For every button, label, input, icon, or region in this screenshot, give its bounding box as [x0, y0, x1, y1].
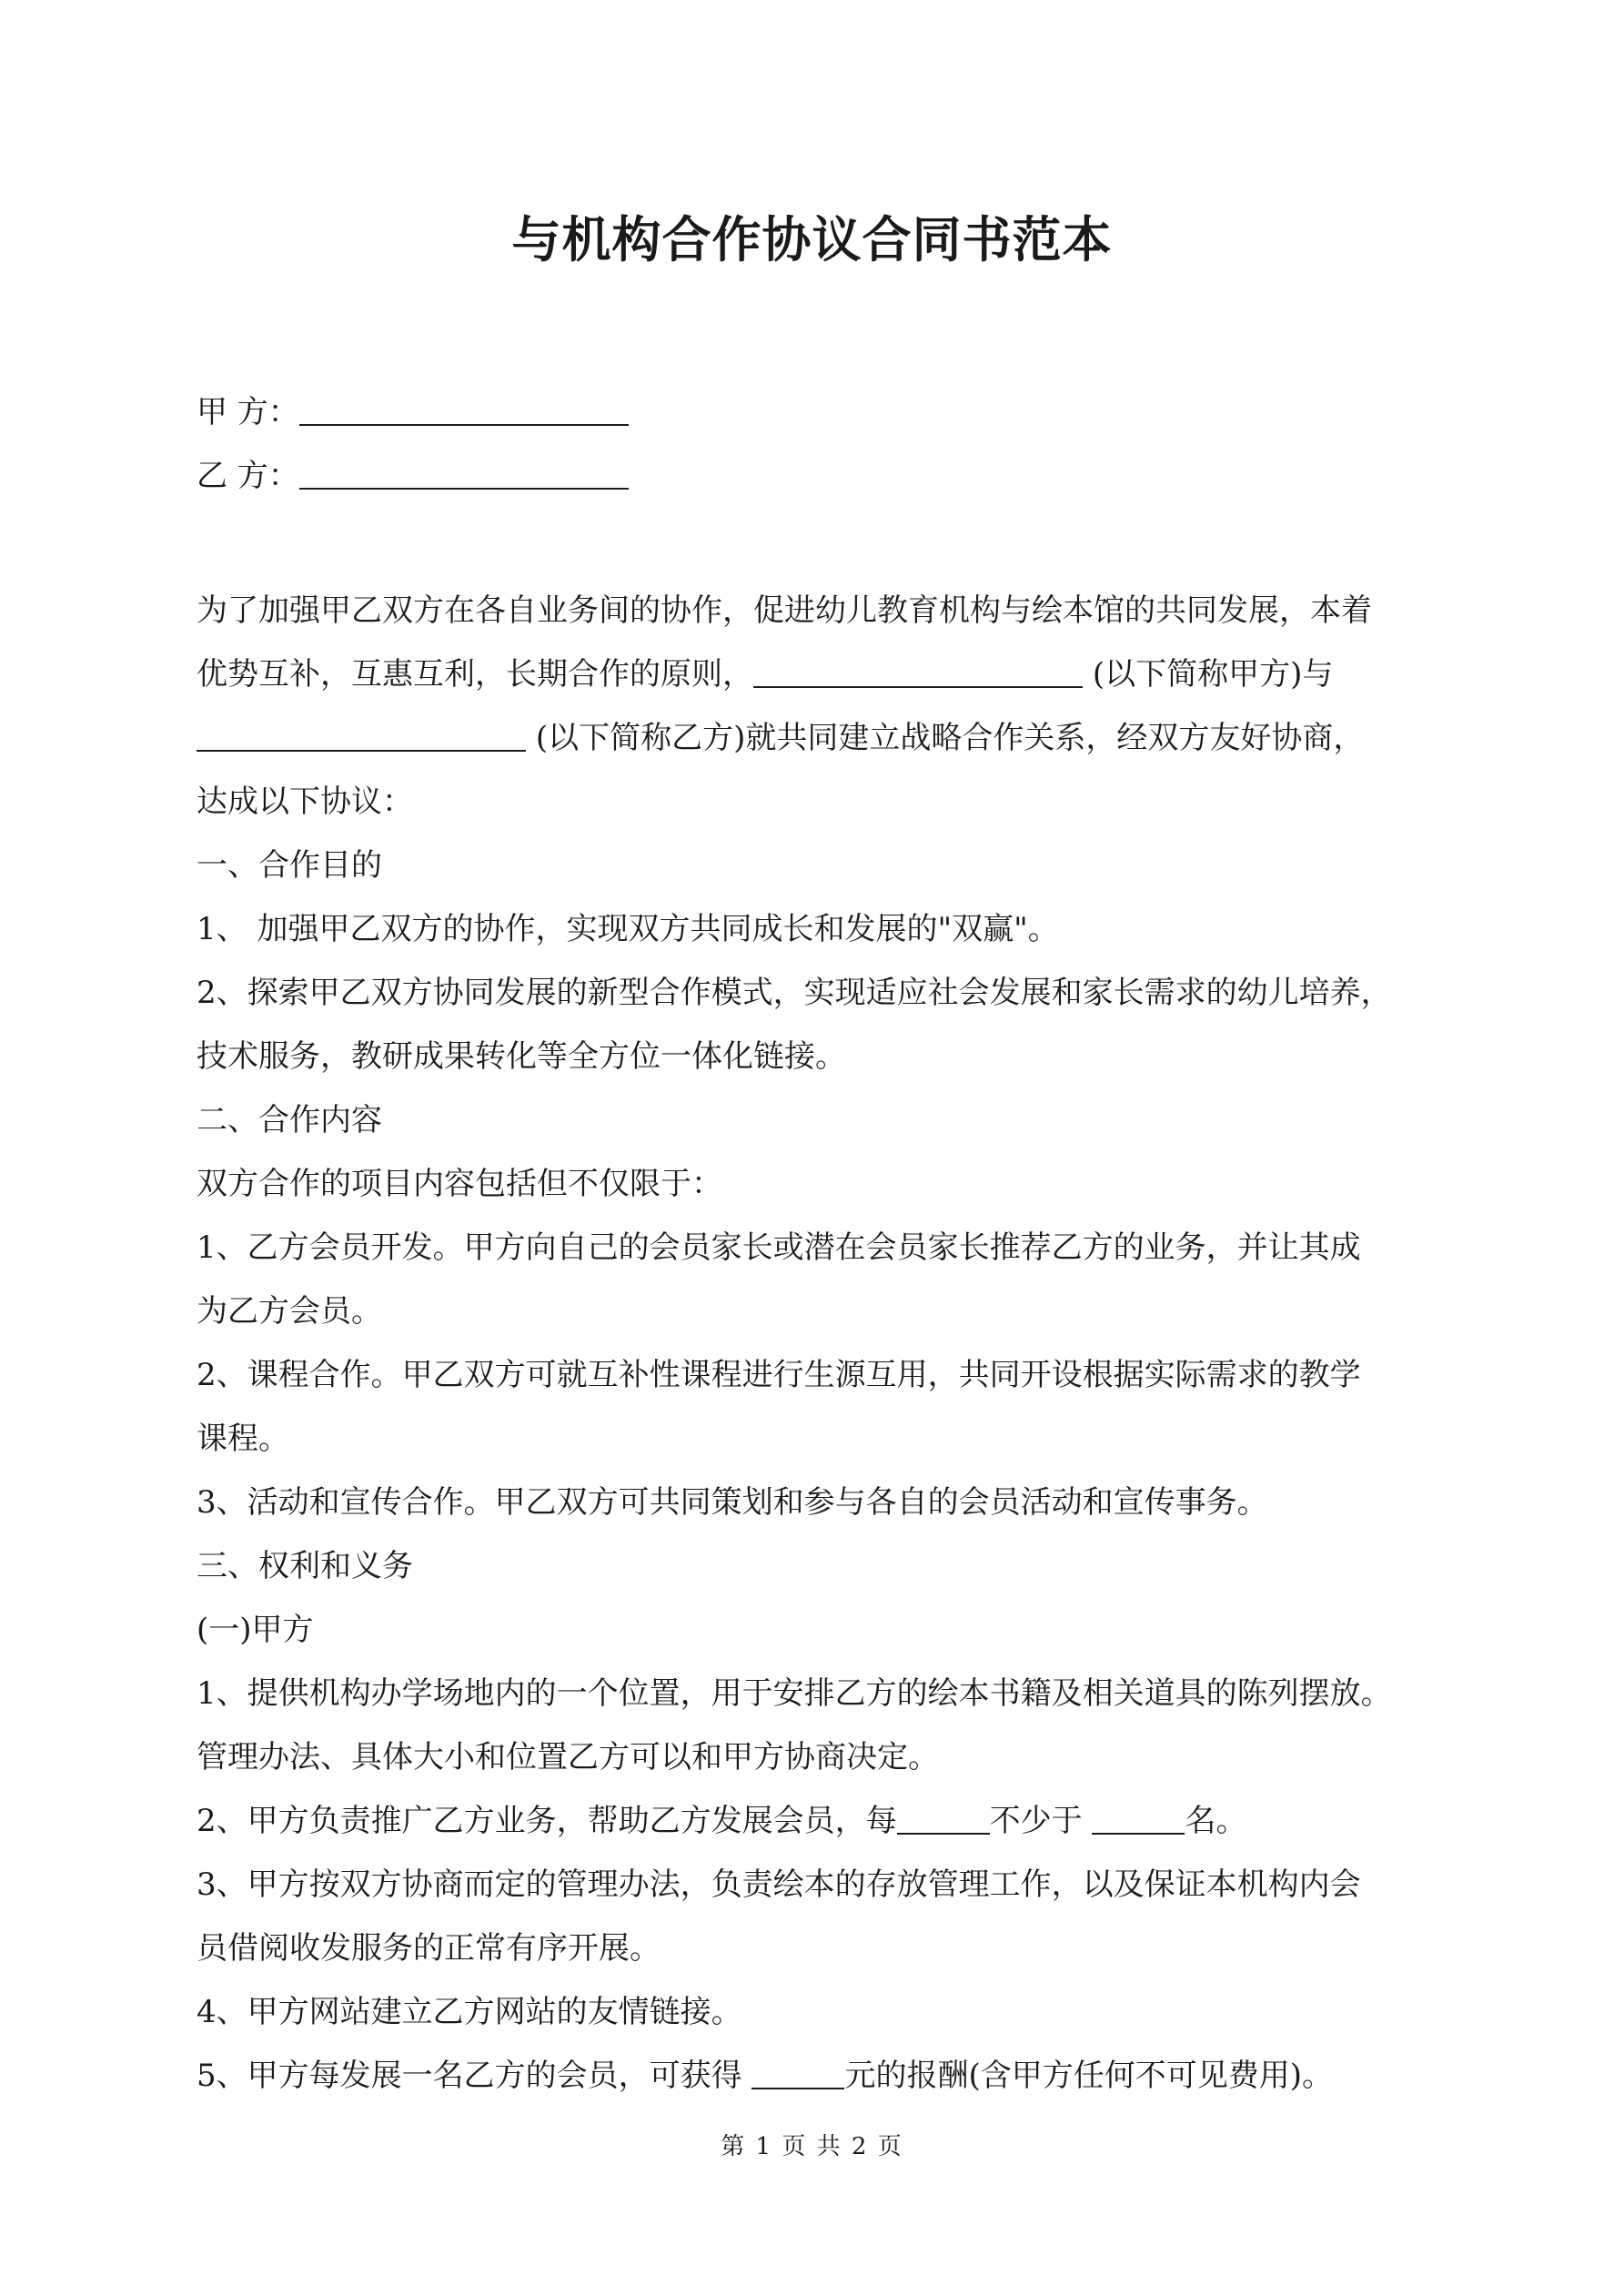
intro-line-1: 为了加强甲乙双方在各自业务间的协作，促进幼儿教育机构与绘本馆的共同发展，本着 — [197, 592, 1372, 629]
member-count-blank — [1092, 1800, 1185, 1835]
section-3-item-3-line-1: 3、甲方按双方协商而定的管理办法，负责绘本的存放管理工作，以及保证本机构内会 — [197, 1866, 1361, 1903]
intro-line-3 — [197, 706, 1438, 770]
section-3-item-2-text-b: 不少于 — [989, 1803, 1093, 1839]
section-2-lead: 双方合作的项目内容包括但不仅限于： — [197, 1166, 722, 1202]
section-2-item-2-line-2: 课程。 — [197, 1421, 289, 1457]
section-1-heading: 一、合作目的 — [197, 847, 382, 884]
section-2-item-3: 3、活动和宣传合作。甲乙双方可共同策划和参与各自的会员活动和宣传事务。 — [197, 1484, 1268, 1521]
section-1-item-2-line-1: 2、探索甲乙双方协同发展的新型合作模式，实现适应社会发展和家长需求的幼儿培养， — [197, 975, 1392, 1011]
section-2-item-1-line-1: 1、乙方会员开发。甲方向自己的会员家长或潜在会员家长推荐乙方的业务，并让其成 — [197, 1229, 1361, 1266]
page-footer: 第 1 页 共 2 页 — [721, 2133, 903, 2160]
section-3-item-5 — [197, 2044, 1438, 2108]
section-3-item-4: 4、甲方网站建立乙方网站的友情链接。 — [197, 1994, 742, 2030]
section-3-item-5-text-b: 元的报酬(含甲方任何不可见费用)。 — [844, 2058, 1333, 2094]
section-2-item-2-line-1: 2、课程合作。甲乙双方可就互补性课程进行生源互用，共同开设根据实际需求的教学 — [197, 1357, 1361, 1393]
section-3-item-2-text-a: 2、甲方负责推广乙方业务，帮助乙方发展会员，每 — [197, 1803, 897, 1839]
section-1-item-1: 1、 加强甲乙双方的协作，实现双方共同成长和发展的"双赢"。 — [197, 911, 1059, 947]
party-fields — [197, 380, 1438, 508]
period-blank — [897, 1800, 990, 1835]
section-2-item-1-line-2: 为乙方会员。 — [197, 1293, 382, 1330]
section-1-item-2-line-2: 技术服务，教研成果转化等全方位一体化链接。 — [197, 1038, 846, 1075]
section-3-item-1-line-2: 管理办法、具体大小和位置乙方可以和甲方协商决定。 — [197, 1739, 939, 1775]
party-b-label: 乙 方： — [197, 458, 299, 494]
party-a-line — [197, 380, 1438, 444]
party-b-line — [197, 444, 1438, 508]
party-a-blank — [299, 391, 629, 426]
document-body — [197, 380, 1438, 2108]
party-b-blank — [299, 455, 629, 490]
party-b-name-blank — [197, 717, 526, 752]
section-3-item-2-text-c: 名。 — [1185, 1803, 1247, 1839]
intro-line-2-text-a: 优势互补，互惠互利，长期合作的原则， — [197, 656, 753, 693]
section-3-heading: 三、权利和义务 — [197, 1548, 413, 1584]
party-a-name-blank — [753, 653, 1083, 688]
section-3-item-5-text-a: 5、甲方每发展一名乙方的会员，可获得 — [197, 2058, 752, 2094]
intro-line-4: 达成以下协议： — [197, 784, 413, 820]
section-3-item-3-line-2: 员借阅收发服务的正常有序开展。 — [197, 1930, 661, 1967]
party-a-label: 甲 方： — [197, 394, 299, 430]
section-2-heading: 二、合作内容 — [197, 1102, 382, 1138]
document-title: 与机构合作协议合同书范本 — [511, 210, 1113, 268]
intro-line-3-text: (以下简称乙方)就共同建立战略合作关系，经双方友好协商， — [535, 720, 1365, 756]
intro-line-2-text-b: (以下简称甲方)与 — [1092, 656, 1334, 693]
reward-blank — [751, 2055, 844, 2089]
intro-line-2 — [197, 642, 1438, 706]
section-3-item-1-line-1: 1、提供机构办学场地内的一个位置，用于安排乙方的绘本书籍及相关道具的陈列摆放。 — [197, 1675, 1392, 1712]
section-3-subheading-a: (一)甲方 — [197, 1612, 314, 1648]
section-3-item-2 — [197, 1789, 1438, 1853]
